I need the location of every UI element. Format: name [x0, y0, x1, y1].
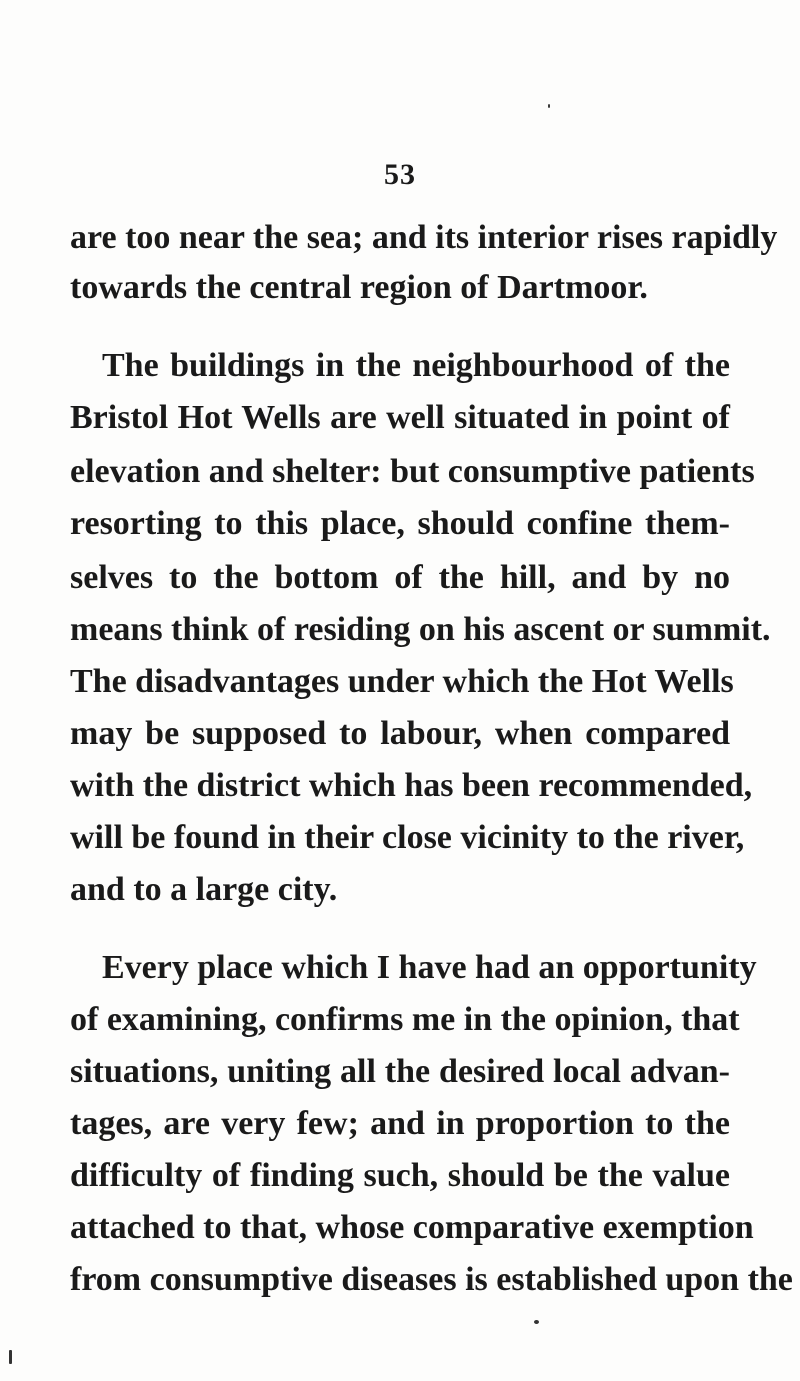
scan-speck: [534, 1320, 539, 1324]
text-line: with the district which has been recommended,: [70, 767, 753, 804]
text-line: towards the central region of Dartmoor.: [70, 269, 648, 306]
text-line: and to a large city.: [70, 871, 338, 908]
text-line: situations, uniting all the desired local advan-: [70, 1053, 730, 1090]
text-line: may be supposed to labour, when compared: [70, 715, 730, 752]
scan-speck: [9, 1350, 12, 1364]
text-line: resorting to this place, should confine them-: [70, 505, 730, 542]
text-line: of examining, confirms me in the opinion, that: [70, 1001, 740, 1038]
text-line: attached to that, whose comparative exemption: [70, 1209, 754, 1246]
text-line: are too near the sea; and its interior rises rapidly: [70, 219, 778, 256]
text-line: The disadvantages under which the Hot Wells: [70, 663, 734, 700]
text-line: Every place which I have had an opportunity: [102, 949, 757, 986]
text-line: will be found in their close vicinity to the river,: [70, 819, 745, 856]
text-line: The buildings in the neighbourhood of the: [102, 347, 730, 384]
text-line: difficulty of finding such, should be the value: [70, 1157, 730, 1194]
text-line: elevation and shelter: but consumptive patients: [70, 453, 755, 490]
text-line: from consumptive diseases is established upon the: [70, 1261, 793, 1298]
text-line: Bristol Hot Wells are well situated in point of: [70, 399, 730, 436]
scan-speck: [548, 104, 550, 108]
text-line: tages, are very few; and in proportion to the: [70, 1105, 730, 1142]
text-line: means think of residing on his ascent or summit.: [70, 611, 771, 648]
page-number: 53: [384, 158, 416, 191]
text-line: selves to the bottom of the hill, and by no: [70, 559, 730, 596]
